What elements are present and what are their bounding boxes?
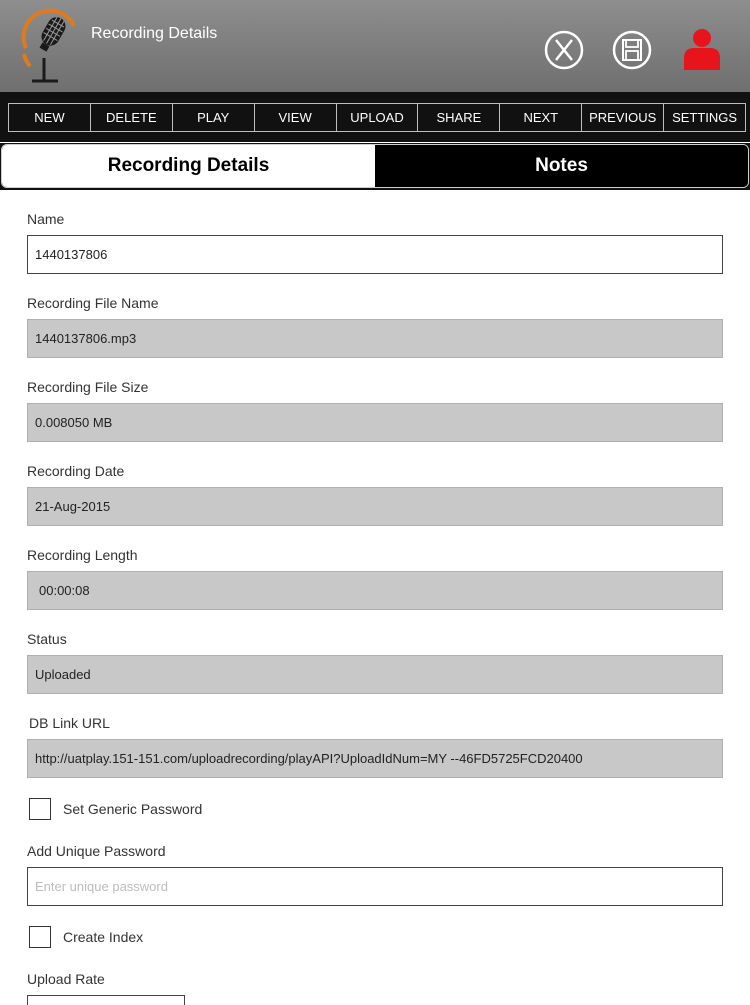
toolbar	[0, 92, 750, 142]
microphone-logo-icon	[16, 8, 82, 84]
upload-rate-select[interactable]	[27, 995, 185, 1005]
recording-length-field: 00:00:08	[27, 571, 723, 610]
status-field: Uploaded	[27, 655, 723, 694]
next-button[interactable]: NEXT	[499, 104, 581, 131]
name-input[interactable]: 1440137806	[27, 235, 723, 274]
generic-password-checkbox[interactable]	[29, 798, 51, 820]
name-label: Name	[27, 211, 65, 227]
generic-password-label: Set Generic Password	[63, 801, 203, 817]
new-button[interactable]: NEW	[34, 110, 65, 125]
close-icon[interactable]	[544, 30, 584, 70]
upload-rate-label: Upload Rate	[27, 971, 105, 987]
app-header	[0, 0, 750, 92]
recording-date-field: 21-Aug-2015	[27, 487, 723, 526]
tab-bar	[0, 143, 750, 190]
user-icon[interactable]	[682, 26, 722, 72]
file-size-field: 0.008050 MB	[27, 403, 723, 442]
create-index-label: Create Index	[63, 929, 144, 945]
upload-button[interactable]: UPLOAD	[336, 104, 418, 131]
create-index-checkbox[interactable]	[29, 926, 51, 948]
status-label: Status	[27, 631, 67, 647]
file-size-label: Recording File Size	[27, 379, 149, 395]
share-button[interactable]: SHARE	[417, 104, 499, 131]
db-link-label: DB Link URL	[29, 715, 110, 731]
save-icon[interactable]	[612, 30, 652, 70]
delete-button[interactable]: DELETE	[90, 104, 172, 131]
db-link-field: http://uatplay.151-151.com/uploadrecording/playAPI?UploadIdNum=MY --46FD5725FCD20400	[27, 739, 723, 778]
recording-date-label: Recording Date	[27, 463, 125, 479]
unique-password-label: Add Unique Password	[27, 843, 166, 859]
unique-password-input[interactable]: Enter unique password	[27, 867, 723, 906]
recording-length-label: Recording Length	[27, 547, 138, 563]
tab-notes[interactable]: Notes	[375, 145, 748, 187]
page-title: Recording Details	[91, 25, 218, 42]
previous-button[interactable]: PREVIOUS	[581, 104, 663, 131]
file-name-label: Recording File Name	[27, 295, 159, 311]
play-button[interactable]: PLAY	[172, 104, 254, 131]
settings-button[interactable]: SETTINGS	[663, 104, 745, 131]
tab-recording-details[interactable]: Recording Details	[2, 145, 375, 187]
view-button[interactable]: VIEW	[254, 104, 336, 131]
file-name-field: 1440137806.mp3	[27, 319, 723, 358]
